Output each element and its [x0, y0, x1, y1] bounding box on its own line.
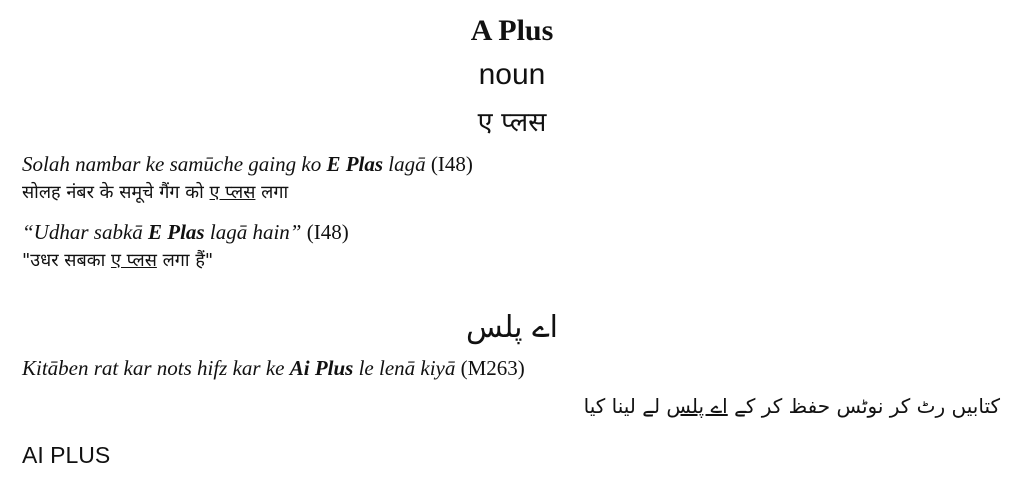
example-1-hindi-post: लगा — [255, 182, 289, 203]
entry-title: A Plus — [470, 14, 554, 47]
example-2-hindi-post: लगा हैं" — [156, 250, 214, 271]
part-of-speech: noun — [478, 58, 546, 91]
example-1-translit-pre: Solah nambar ke samūche gaing ko — [22, 152, 327, 176]
example-1-hindi — [22, 180, 288, 204]
example-2-transliteration — [22, 220, 349, 245]
example-2-hindi-pre: "उधर सबका — [22, 250, 111, 271]
urdu-example-transliteration — [22, 356, 525, 381]
example-2-translit-pre: “Udhar sabkā — [22, 220, 149, 244]
example-1-translit-term: E Plas — [326, 152, 384, 176]
urdu-line-term: اے پلس — [666, 394, 728, 418]
example-1-transliteration — [22, 152, 473, 177]
example-2-ref: (I48) — [301, 220, 349, 244]
example-2-hindi-term: ए प्लस — [110, 250, 157, 271]
urdu-ref: (M263) — [455, 356, 525, 380]
urdu-translit-pre: Kitāben rat kar nots hifz kar ke — [22, 356, 290, 380]
example-2-translit-post: lagā hain” — [204, 220, 302, 244]
footer-label: AI PLUS — [22, 442, 111, 468]
urdu-line-pre: کتابیں رٹ کر نوٹس حفظ کر کے — [727, 394, 1000, 418]
example-1-hindi-pre: सोलह नंबर के समूचे गैंग को — [22, 182, 210, 203]
example-1-hindi-term: ए प्लस — [209, 182, 256, 203]
urdu-translit-term: Ai Plus — [289, 356, 354, 380]
urdu-example-line — [584, 394, 1000, 418]
example-1-translit-post: lagā — [383, 152, 426, 176]
example-1-ref: (I48) — [425, 152, 473, 176]
example-2-translit-term: E Plas — [148, 220, 205, 244]
urdu-line-post: لے لینا کیا — [583, 394, 667, 418]
hindi-heading: ए प्लस — [477, 107, 547, 138]
example-2-hindi — [22, 248, 213, 272]
urdu-translit-post: le lenā kiyā — [353, 356, 456, 380]
urdu-heading: اے پلس — [466, 310, 558, 345]
